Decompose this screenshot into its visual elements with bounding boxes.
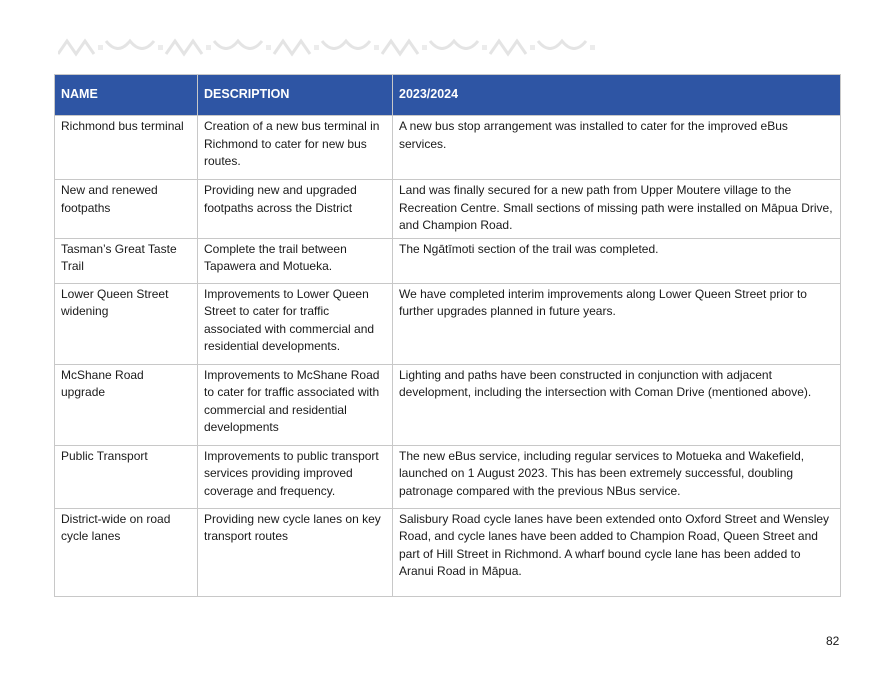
header-description: DESCRIPTION <box>198 75 393 116</box>
cell-description: Improvements to public transport services providing improved coverage and frequency. <box>198 445 393 508</box>
table-row <box>55 283 841 364</box>
projects-table <box>54 74 841 597</box>
cell-description: Complete the trail between Tapawera and Motueka. <box>198 238 393 283</box>
cell-name: Richmond bus terminal <box>55 116 198 180</box>
cell-name: Public Transport <box>55 445 198 508</box>
table-row <box>55 116 841 180</box>
cell-description: Creation of a new bus terminal in Richmond to cater for new bus routes. <box>198 116 393 180</box>
header-name: NAME <box>55 75 198 116</box>
cell-description: Providing new cycle lanes on key transport routes <box>198 508 393 596</box>
cell-progress: Lighting and paths have been constructed in conjunction with adjacent development, including the intersection with Coman Drive (mentioned above). <box>393 364 841 445</box>
table-row <box>55 180 841 239</box>
header-year: 2023/2024 <box>393 75 841 116</box>
cell-progress: We have completed interim improvements along Lower Queen Street prior to further upgrades planned in future years. <box>393 283 841 364</box>
table-row <box>55 445 841 508</box>
cell-name: Tasman’s Great Taste Trail <box>55 238 198 283</box>
cell-description: Providing new and upgraded footpaths across the District <box>198 180 393 239</box>
cell-description: Improvements to McShane Road to cater for traffic associated with commercial and residential developments <box>198 364 393 445</box>
cell-description: Improvements to Lower Queen Street to cater for traffic associated with commercial and residential developments. <box>198 283 393 364</box>
cell-progress: A new bus stop arrangement was installed to cater for the improved eBus services. <box>393 116 841 180</box>
cell-name: Lower Queen Street widening <box>55 283 198 364</box>
table-row <box>55 508 841 596</box>
cell-progress: Salisbury Road cycle lanes have been extended onto Oxford Street and Wensley Road, and cycle lanes have been added to Champion Road, Queen Street and part of Hill Street in Richmond. A wharf bound cycle lane has been added to Aranui Road in Māpua. <box>393 508 841 596</box>
cell-progress: The new eBus service, including regular services to Motueka and Wakefield, launched on 1 August 2023. This has been extremely successful, doubling patronage compared with the previous NBus service. <box>393 445 841 508</box>
table-row <box>55 238 841 283</box>
cell-name: District-wide on road cycle lanes <box>55 508 198 596</box>
cell-progress: Land was finally secured for a new path from Upper Moutere village to the Recreation Centre. Small sections of missing path were installed on Māpua Drive, and Champion Road. <box>393 180 841 239</box>
cell-name: McShane Road upgrade <box>55 364 198 445</box>
cell-progress: The Ngātīmoti section of the trail was completed. <box>393 238 841 283</box>
page-number: 82 <box>826 634 840 648</box>
table-header-row <box>55 75 841 116</box>
table-row <box>55 364 841 445</box>
cell-name: New and renewed footpaths <box>55 180 198 239</box>
decorative-pattern-band <box>58 38 598 57</box>
